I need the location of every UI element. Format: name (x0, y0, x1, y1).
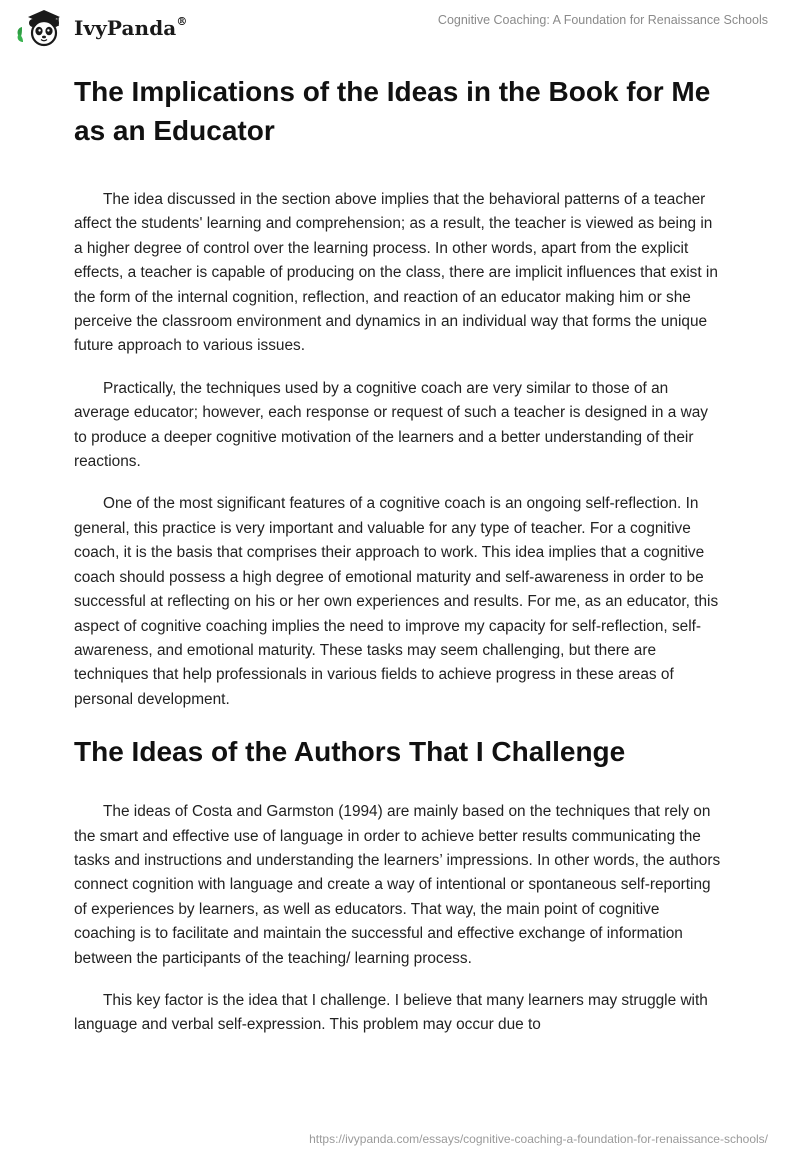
page-header (0, 0, 800, 50)
paragraph: Practically, the techniques used by a cognitive coach are very similar to those of an average educator; however, each response or request of such a teacher is designed in a way to produce a deeper cognitive motivation of the learners and a better understanding of their reactions. (74, 379, 708, 471)
paragraph: This key factor is the idea that I challenge. I believe that many learners may struggle with language and verbal self-expression. This problem may occur due to (74, 991, 708, 1034)
document-title: Cognitive Coaching: A Foundation for Renaissance Schools (437, 13, 768, 27)
brand-name: IvyPanda® (74, 15, 188, 40)
section-heading-challenge: The Ideas of the Authors That I Challenge (74, 736, 626, 768)
paragraph: The idea discussed in the section above implies that the behavioral patterns of a teacher affect the students' learning and comprehension; as a result, the teacher is viewed as being in a higher degree of control over the learning process. In other words, apart from the explicit effects, a teacher is capable of producing on the class, there are implicit influences that exist in the form of the internal cognition, reflection, and reaction of an educator making him or she perceive the classroom environment and dynamics in an individual way that forms the unique future approach to various issues. (74, 191, 718, 355)
source-url[interactable]: https://ivypanda.com/essays/cognitive-coaching-a-foundation-for-renaissance-schools/ (309, 1132, 768, 1146)
ivypanda-logo[interactable] (14, 8, 187, 48)
article-content (74, 72, 724, 1056)
paragraph: The ideas of Costa and Garmston (1994) are mainly based on the techniques that rely on the smart and effective use of language in order to achieve better results communicating the tasks and instructions and understanding the learners’ impressions. In other words, the authors connect cognition with language and create a way of intentional or spontaneous self-reporting of experiences by learners, as well as educators. That way, the main point of cognitive coaching is to facilitate and maintain the successful and effective exchange of information between the participants of the teaching/ learning process. (74, 803, 721, 967)
panda-graduation-cap-icon (14, 8, 70, 48)
paragraph: One of the most significant features of a cognitive coach is an ongoing self-reflection. In general, this practice is very important and valuable for any type of teacher. For a cognitive coach, it is the basis that comprises their approach to work. This idea implies that a cognitive coach should possess a high degree of emotional maturity and self-awareness in order to be successful at reflecting on his or her own experiences and results. For me, as an educator, this aspect of cognitive coaching implies the need to improve my capacity for self-reflection, self-awareness, and emotional maturity. These tasks may seem challenging, but there are techniques that help professionals in various fields to achieve progress in these areas of personal development. (74, 495, 719, 708)
section-heading-implications: The Implications of the Ideas in the Book for Me as an Educator (74, 76, 711, 146)
